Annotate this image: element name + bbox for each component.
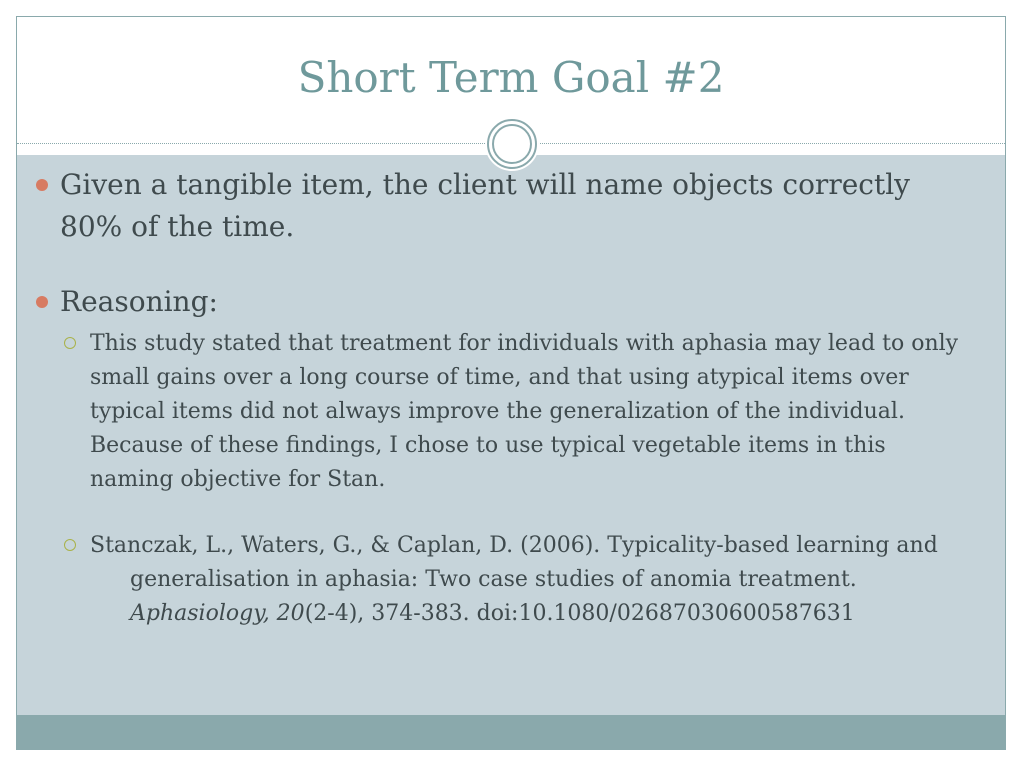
citation-journal: Aphasiology, 20 — [130, 601, 305, 626]
reasoning-bullet-item — [36, 281, 976, 323]
hollow-circle-bullet-icon — [64, 337, 76, 349]
slide-title: Short Term Goal #2 — [297, 53, 725, 102]
footer-bar — [17, 715, 1005, 749]
reasoning-text: This study stated that treatment for individuals with aphasia may lead to only small gains over a long course of time, and that using atypical items over typical items did not always improve the generalization of the individual. Because of these findings, I chose to use typical vegetable items in this naming objective for Stan. — [90, 331, 959, 492]
hollow-circle-bullet-icon — [64, 539, 76, 551]
slide-body — [36, 164, 976, 631]
citation-authors-title: Stanczak, L., Waters, G., & Caplan, D. (2006). Typicality-based learning and generalisation in aphasia: Two case studies of anomia treatment. — [90, 533, 938, 592]
ornament-inner-ring — [492, 124, 532, 164]
citation-subbullet-item — [36, 529, 976, 631]
goal-bullet-item — [36, 164, 976, 248]
spacer — [36, 497, 976, 529]
spacer — [36, 248, 976, 281]
reasoning-heading: Reasoning: — [60, 285, 218, 318]
citation-issue-pages: (2-4), 374-383. doi:10.1080/02687030600587631 — [304, 601, 855, 626]
filled-circle-bullet-icon — [36, 296, 48, 308]
goal-text: Given a tangible item, the client will name objects correctly 80% of the time. — [60, 168, 910, 243]
filled-circle-bullet-icon — [36, 179, 48, 191]
citation-text — [90, 529, 976, 631]
double-ring-ornament-icon — [485, 117, 539, 171]
reasoning-subbullet-item — [36, 327, 976, 497]
